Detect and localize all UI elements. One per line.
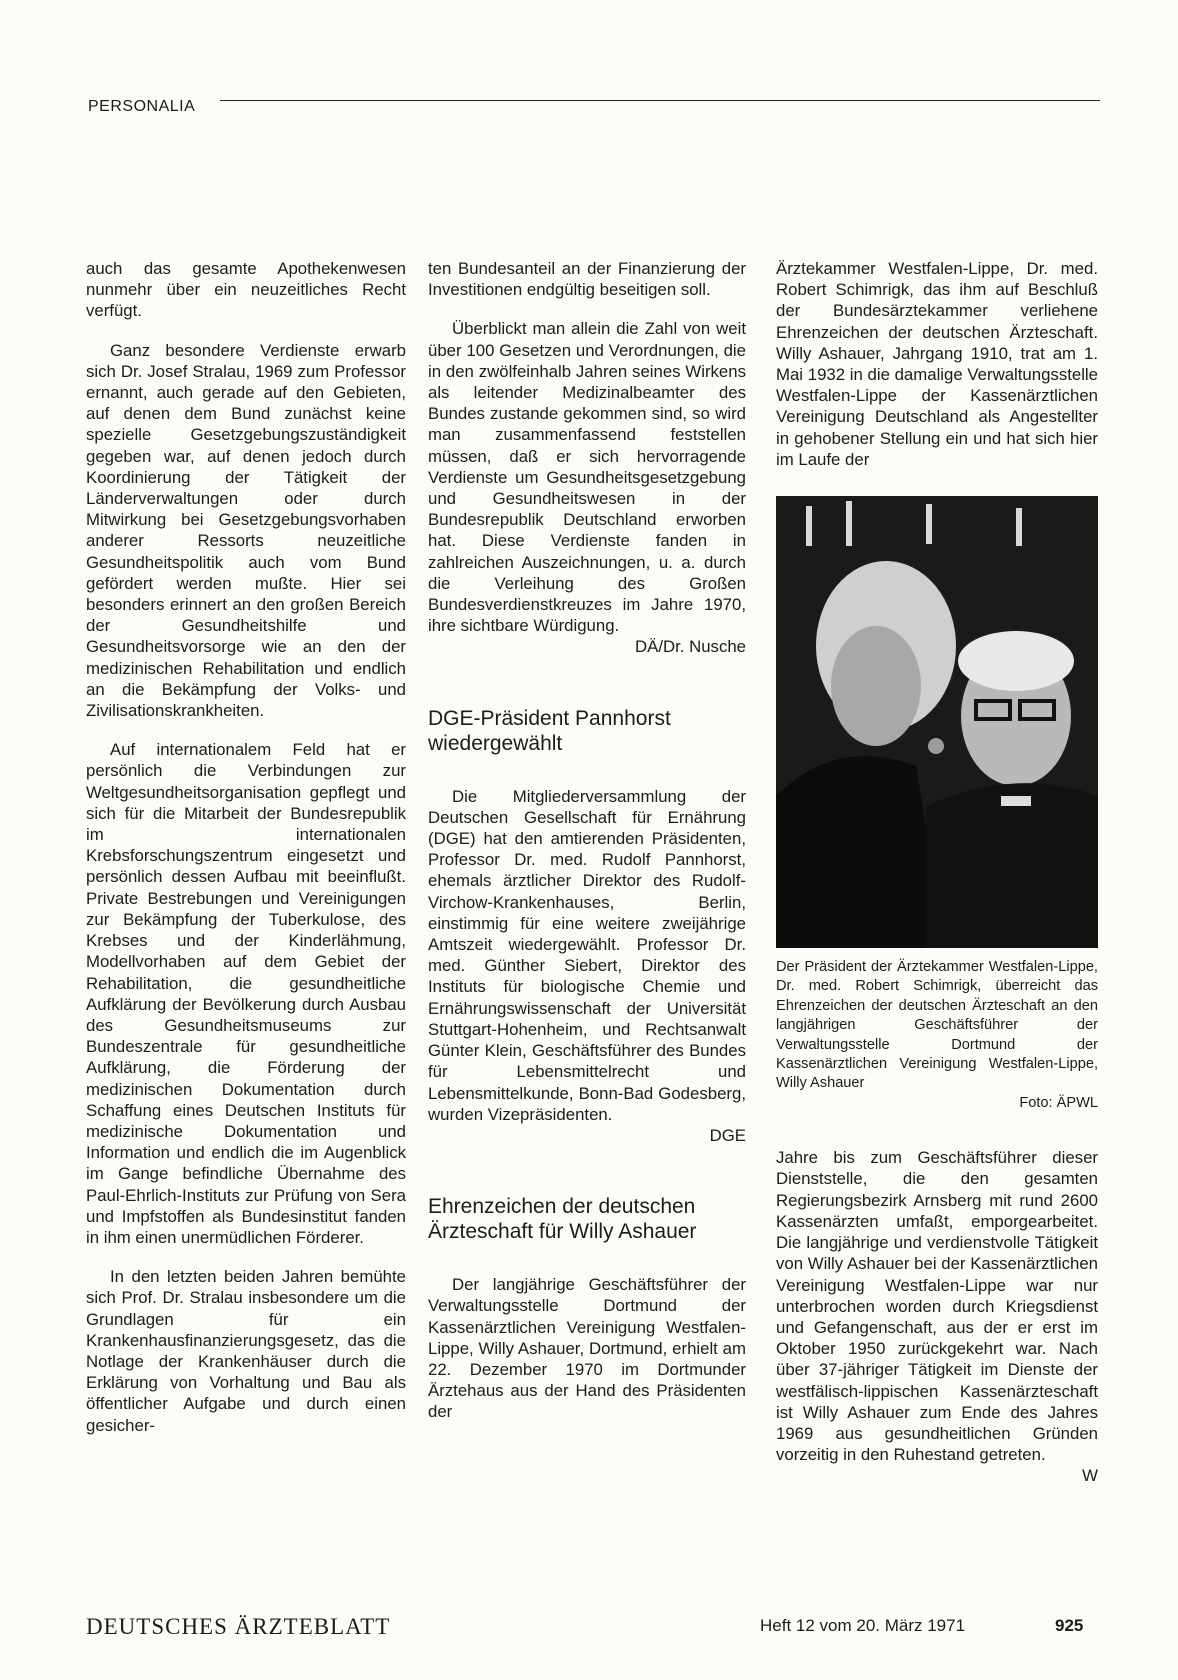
col2-paragraph-3: Die Mitgliederversammlung der Deutschen Gesellschaft für Ernährung (DGE) hat den amtierenden Präsidenten, Professor Dr. med. Rudolf Pannhorst, ehemals ärztlicher Direktor des Rudolf-Virchow-Krankenhauses, Berlin, einstimmig für eine weitere zweijährige Amtszeit wiedergewählt. Professor Dr. med. Günther Siebert, Direktor des Instituts für biologische Chemie und Ernährungswissenschaft der Universität Stuttgart-Hohenheim, und Rechtsanwalt Günter Klein, Geschäftsführer des Bundes für Lebensmittelrecht und Lebensmittelkunde, Bonn-Bad Godesberg, wurden Vizepräsidenten. bbox=[428, 786, 746, 1124]
col1-paragraph-1: auch das gesamte Apothekenwesen nunmehr über ein neuzeitliches Recht verfügt. bbox=[86, 259, 406, 321]
signature-w: W bbox=[1082, 1466, 1098, 1486]
col1-paragraph-3: Auf internationalem Feld hat er persönlich die Verbindungen zur Weltgesundheitsorganisation gepflegt und sich für die Mitarbeit der Bundesrepublik im internationalen Krebsforschungszentrum eingesetzt und persönlich dessen Aufbau mit beeinflußt. Private Bestrebungen und Vereinigungen zur Bekämpfung der Tuberkulose, des Krebses und der Kinderlähmung, Modellvorhaben auf dem Gebiet der Rehabilitation, die gesundheitliche Aufklärung der Bevölkerung durch Ausbau des Gesundheitsmuseums zur Bundeszentrale für gesundheitliche Aufklärung, die Förderung der medizinischen Dokumentation durch Schaffung eines Deutschen Instituts für medizinische Dokumentation und Information und endlich die im Augenblick im Gange befindliche Übernahme des Paul-Ehrlich-Instituts zur Prüfung von Sera und Impfstoffen als Bundesinstitut fanden in ihm einen unermüdlichen Förderer. bbox=[86, 740, 406, 1247]
heading-dge: DGE-Präsident Pannhorst wiedergewählt bbox=[428, 706, 671, 755]
col3-paragraph-1: Ärztekammer Westfalen-Lippe, Dr. med. Robert Schimrigk, das ihm auf Beschluß der Bundesärztekammer verliehene Ehrenzeichen der deutschen Ärzteschaft. Willy Ashauer, Jahrgang 1910, trat am 1. Mai 1932 in die damalige Verwaltungsstelle Westfalen-Lippe der Kassenärztlichen Vereinigung Deutschland als Angestellter in gehobener Stellung ein und hat sich hier im Laufe der bbox=[776, 259, 1098, 469]
col2-paragraph-4: Der langjährige Geschäftsführer der Verwaltungsstelle Dortmund der Kassenärztlichen Vereinigung Westfalen-Lippe, Willy Ashauer, Dortmund, erhielt am 22. Dezember 1970 im Dortmunder Ärztehaus aus der Hand des Präsidenten der bbox=[428, 1275, 746, 1422]
header-rule bbox=[220, 100, 1100, 101]
section-label: PERSONALIA bbox=[88, 98, 196, 115]
col1-paragraph-2: Ganz besondere Verdienste erwarb sich Dr. Josef Stralau, 1969 zum Professor ernannt, auch gerade auf den Gebieten, auf denen dem Bund zunächst keine spezielle Gesetzgebungszuständigkeit gegeben war, auf denen jedoch durch Koordinierung der Tätigkeit der Länderverwaltungen oder durch Mitwirkung bei Gesetzgebungsvorhaben anderer Ressorts neuzeitliche Gesundheitspolitik auch vom Bund gefördert werden mußte. Hier sei besonders erinnert an den großen Bereich der Gesundheitshilfe und Gesundheitsvorsorge wie an den der medizinischen Rehabilitation und endlich an die Bekämpfung der Volks- und Zivilisationskrankheiten. bbox=[86, 340, 406, 721]
col2-paragraph-1: ten Bundesanteil an der Finanzierung der Investitionen endgültig beseitigen soll. bbox=[428, 259, 746, 300]
col2-paragraph-2: Überblickt man allein die Zahl von weit über 100 Gesetzen und Verordnungen, die in den zwölfeinhalb Jahren seines Wirkens als leitender Medizinalbeamter des Bundes zustande gekommen sind, so wird man zusammenfassend feststellen müssen, daß er sich hervorragende Verdienste um Gesundheitsgesetzgebung und Gesundheitswesen in der Bundesrepublik Deutschland erworben hat. Diese Verdienste fanden in zahlreichen Auszeichnungen, u. a. durch die Verleihung des Großen Bundesverdienstkreuzes im Jahre 1970, ihre sichtbare Würdigung. bbox=[428, 319, 746, 636]
footer-magazine-title: DEUTSCHES ÄRZTEBLATT bbox=[86, 1614, 391, 1639]
photo-caption bbox=[776, 958, 1098, 1113]
col1-paragraph-4: In den letzten beiden Jahren bemühte sich Prof. Dr. Stralau insbesondere um die Grundlagen für ein Krankenhausfinanzierungsgesetz, das die Notlage der Krankenhäuser durch die Erklärung von Vorhaltung und Bau als öffentlicher Aufgabe und durch einen gesicher- bbox=[86, 1267, 406, 1435]
photo-illustration bbox=[776, 496, 1098, 948]
column-2 bbox=[428, 258, 746, 1441]
footer-page-number: 925 bbox=[1055, 1616, 1084, 1635]
signature-nusche: DÄ/Dr. Nusche bbox=[635, 637, 746, 657]
caption-text: Der Präsident der Ärztekammer Westfalen-Lippe, Dr. med. Robert Schimrigk, überreicht das Ehrenzeichen der deutschen Ärzteschaft an den langjährigen Geschäftsführer der Verwaltungsstelle Dortmund der Kassenärztlichen Vereinigung Westfalen-Lippe, Willy Ashauer bbox=[776, 959, 1098, 1092]
footer-issue: Heft 12 vom 20. März 1971 bbox=[760, 1616, 966, 1635]
photo-award-ceremony bbox=[776, 496, 1098, 948]
heading-ehrenzeichen: Ehrenzeichen der deutschen Ärzteschaft für Willy Ashauer bbox=[428, 1195, 697, 1244]
column-3 bbox=[776, 258, 1098, 1487]
col3-paragraph-2: Jahre bis zum Geschäftsführer dieser Dienststelle, die den gesamten Regierungsbezirk Arnsberg mit rund 2600 Kassenärzten umfaßt, emporgearbeitet. Die langjährige und verdienstvolle Tätigkeit von Willy Ashauer bei der Kassenärztlichen Vereinigung Westfalen-Lippe war nur unterbrochen worden durch Kriegsdienst und Gefangenschaft, aus der er erst im Oktober 1950 zurückgekehrt war. Nach über 37-jähriger Tätigkeit im Dienste der westfälisch-lippischen Kassenärzteschaft ist Willy Ashauer zum Ende des Jahres 1969 aus gesundheitlichen Gründen vorzeitig in den Ruhestand getreten. bbox=[776, 1148, 1098, 1465]
photo-credit: Foto: ÄPWL bbox=[1019, 1094, 1098, 1111]
column-1 bbox=[86, 258, 406, 1454]
signature-dge: DGE bbox=[709, 1125, 746, 1145]
